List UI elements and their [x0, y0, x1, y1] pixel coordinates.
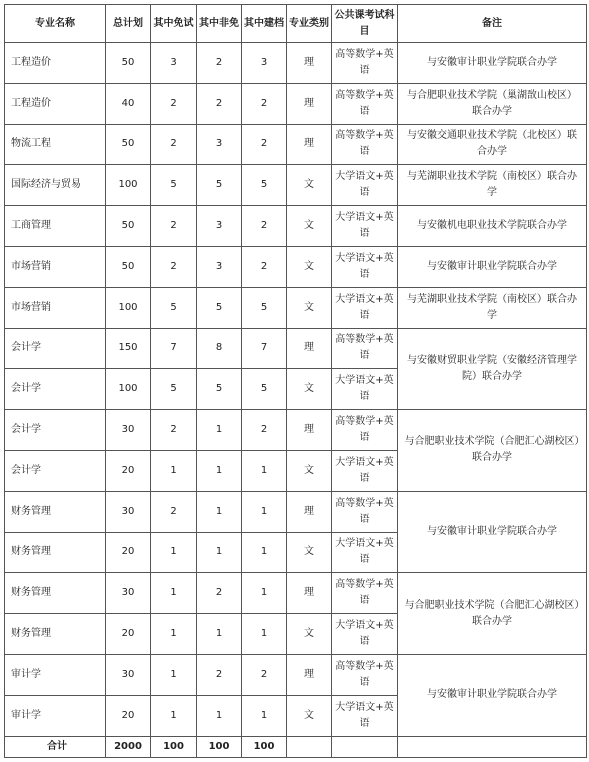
major-cell: 物流工程 — [5, 124, 106, 165]
category-cell: 理 — [287, 491, 332, 532]
total-nonexempt: 100 — [197, 736, 242, 757]
subjects-cell: 大学语文+英语 — [332, 287, 398, 328]
total-plan: 2000 — [106, 736, 151, 757]
note-cell: 与安徽交通职业技术学院（北校区）联合办学 — [398, 124, 587, 165]
total-note-empty — [398, 736, 587, 757]
header-exempt: 其中免试 — [151, 5, 197, 43]
category-cell: 理 — [287, 573, 332, 614]
exempt-cell: 2 — [151, 83, 197, 124]
plan-cell: 20 — [106, 614, 151, 655]
nonexempt-cell: 3 — [197, 246, 242, 287]
note-cell: 与安徽财贸职业学院（安徽经济管理学院）联合办学 — [398, 328, 587, 410]
total-label: 合计 — [5, 736, 106, 757]
plan-cell: 20 — [106, 450, 151, 491]
plan-cell: 30 — [106, 573, 151, 614]
category-cell: 理 — [287, 654, 332, 695]
total-category-empty — [287, 736, 332, 757]
major-cell: 工程造价 — [5, 43, 106, 84]
record-cell: 1 — [242, 695, 287, 736]
exempt-cell: 2 — [151, 410, 197, 451]
total-exempt: 100 — [151, 736, 197, 757]
category-cell: 理 — [287, 124, 332, 165]
record-cell: 1 — [242, 573, 287, 614]
plan-cell: 20 — [106, 532, 151, 573]
subjects-cell: 高等数学+英语 — [332, 124, 398, 165]
note-cell: 与合肥职业技术学院（巢湖敔山校区）联合办学 — [398, 83, 587, 124]
table-row — [5, 573, 587, 614]
exempt-cell: 2 — [151, 206, 197, 247]
exempt-cell: 1 — [151, 532, 197, 573]
table-row — [5, 124, 587, 165]
table-row — [5, 328, 587, 369]
record-cell: 7 — [242, 328, 287, 369]
subjects-cell: 高等数学+英语 — [332, 410, 398, 451]
nonexempt-cell: 8 — [197, 328, 242, 369]
major-cell: 财务管理 — [5, 573, 106, 614]
nonexempt-cell: 1 — [197, 491, 242, 532]
plan-cell: 100 — [106, 165, 151, 206]
major-cell: 工商管理 — [5, 206, 106, 247]
subjects-cell: 大学语文+英语 — [332, 246, 398, 287]
note-cell: 与合肥职业技术学院（合肥汇心湖校区）联合办学 — [398, 573, 587, 655]
category-cell: 理 — [287, 328, 332, 369]
header-note: 备注 — [398, 5, 587, 43]
plan-cell: 20 — [106, 695, 151, 736]
nonexempt-cell: 5 — [197, 369, 242, 410]
note-cell: 与安徽审计职业学院联合办学 — [398, 43, 587, 84]
category-cell: 文 — [287, 246, 332, 287]
exempt-cell: 2 — [151, 246, 197, 287]
record-cell: 1 — [242, 450, 287, 491]
nonexempt-cell: 3 — [197, 206, 242, 247]
total-subjects-empty — [332, 736, 398, 757]
nonexempt-cell: 1 — [197, 695, 242, 736]
note-cell: 与安徽审计职业学院联合办学 — [398, 491, 587, 573]
category-cell: 理 — [287, 83, 332, 124]
nonexempt-cell: 2 — [197, 654, 242, 695]
table-row — [5, 165, 587, 206]
subjects-cell: 大学语文+英语 — [332, 450, 398, 491]
note-cell: 与合肥职业技术学院（合肥汇心湖校区）联合办学 — [398, 410, 587, 492]
record-cell: 2 — [242, 410, 287, 451]
record-cell: 2 — [242, 124, 287, 165]
nonexempt-cell: 3 — [197, 124, 242, 165]
total-row — [5, 736, 587, 757]
major-cell: 审计学 — [5, 654, 106, 695]
record-cell: 1 — [242, 532, 287, 573]
plan-cell: 30 — [106, 410, 151, 451]
table-row — [5, 206, 587, 247]
subjects-cell: 高等数学+英语 — [332, 491, 398, 532]
nonexempt-cell: 1 — [197, 450, 242, 491]
category-cell: 文 — [287, 532, 332, 573]
subjects-cell: 高等数学+英语 — [332, 83, 398, 124]
category-cell: 文 — [287, 369, 332, 410]
major-cell: 财务管理 — [5, 532, 106, 573]
category-cell: 文 — [287, 695, 332, 736]
table-row — [5, 410, 587, 451]
subjects-cell: 高等数学+英语 — [332, 43, 398, 84]
record-cell: 2 — [242, 206, 287, 247]
major-cell: 国际经济与贸易 — [5, 165, 106, 206]
table-row — [5, 43, 587, 84]
nonexempt-cell: 1 — [197, 614, 242, 655]
exempt-cell: 5 — [151, 287, 197, 328]
record-cell: 2 — [242, 83, 287, 124]
category-cell: 文 — [287, 287, 332, 328]
nonexempt-cell: 2 — [197, 83, 242, 124]
exempt-cell: 1 — [151, 654, 197, 695]
subjects-cell: 高等数学+英语 — [332, 328, 398, 369]
exempt-cell: 3 — [151, 43, 197, 84]
plan-cell: 50 — [106, 206, 151, 247]
record-cell: 1 — [242, 614, 287, 655]
exempt-cell: 7 — [151, 328, 197, 369]
header-plan: 总计划 — [106, 5, 151, 43]
header-category: 专业类别 — [287, 5, 332, 43]
exempt-cell: 5 — [151, 165, 197, 206]
record-cell: 1 — [242, 491, 287, 532]
plan-cell: 50 — [106, 43, 151, 84]
note-cell: 与安徽审计职业学院联合办学 — [398, 654, 587, 736]
major-cell: 审计学 — [5, 695, 106, 736]
table-row — [5, 491, 587, 532]
enrollment-plan-table — [4, 4, 587, 758]
subjects-cell: 大学语文+英语 — [332, 206, 398, 247]
major-cell: 会计学 — [5, 369, 106, 410]
exempt-cell: 2 — [151, 124, 197, 165]
exempt-cell: 5 — [151, 369, 197, 410]
record-cell: 5 — [242, 369, 287, 410]
nonexempt-cell: 1 — [197, 410, 242, 451]
exempt-cell: 1 — [151, 573, 197, 614]
category-cell: 理 — [287, 410, 332, 451]
record-cell: 5 — [242, 165, 287, 206]
record-cell: 5 — [242, 287, 287, 328]
subjects-cell: 高等数学+英语 — [332, 654, 398, 695]
major-cell: 工程造价 — [5, 83, 106, 124]
major-cell: 市场营销 — [5, 246, 106, 287]
header-major: 专业名称 — [5, 5, 106, 43]
header-row — [5, 5, 587, 43]
exempt-cell: 1 — [151, 614, 197, 655]
record-cell: 2 — [242, 246, 287, 287]
header-record: 其中建档 — [242, 5, 287, 43]
subjects-cell: 大学语文+英语 — [332, 695, 398, 736]
plan-cell: 100 — [106, 287, 151, 328]
exempt-cell: 1 — [151, 450, 197, 491]
major-cell: 财务管理 — [5, 614, 106, 655]
record-cell: 2 — [242, 654, 287, 695]
table-row — [5, 287, 587, 328]
category-cell: 理 — [287, 43, 332, 84]
subjects-cell: 大学语文+英语 — [332, 369, 398, 410]
plan-cell: 30 — [106, 491, 151, 532]
major-cell: 会计学 — [5, 410, 106, 451]
exempt-cell: 1 — [151, 695, 197, 736]
nonexempt-cell: 1 — [197, 532, 242, 573]
subjects-cell: 高等数学+英语 — [332, 573, 398, 614]
plan-cell: 100 — [106, 369, 151, 410]
plan-cell: 30 — [106, 654, 151, 695]
nonexempt-cell: 2 — [197, 573, 242, 614]
nonexempt-cell: 5 — [197, 287, 242, 328]
total-record: 100 — [242, 736, 287, 757]
record-cell: 3 — [242, 43, 287, 84]
major-cell: 市场营销 — [5, 287, 106, 328]
note-cell: 与安徽机电职业技术学院联合办学 — [398, 206, 587, 247]
note-cell: 与芜湖职业技术学院（南校区）联合办学 — [398, 165, 587, 206]
plan-cell: 50 — [106, 246, 151, 287]
plan-cell: 50 — [106, 124, 151, 165]
major-cell: 会计学 — [5, 450, 106, 491]
major-cell: 财务管理 — [5, 491, 106, 532]
plan-cell: 40 — [106, 83, 151, 124]
plan-cell: 150 — [106, 328, 151, 369]
category-cell: 文 — [287, 450, 332, 491]
subjects-cell: 大学语文+英语 — [332, 165, 398, 206]
category-cell: 文 — [287, 206, 332, 247]
subjects-cell: 大学语文+英语 — [332, 532, 398, 573]
nonexempt-cell: 2 — [197, 43, 242, 84]
category-cell: 文 — [287, 614, 332, 655]
table-row — [5, 83, 587, 124]
exempt-cell: 2 — [151, 491, 197, 532]
table-row — [5, 246, 587, 287]
category-cell: 文 — [287, 165, 332, 206]
table-row — [5, 654, 587, 695]
nonexempt-cell: 5 — [197, 165, 242, 206]
note-cell: 与芜湖职业技术学院（南校区）联合办学 — [398, 287, 587, 328]
header-subjects: 公共课考试科目 — [332, 5, 398, 43]
note-cell: 与安徽审计职业学院联合办学 — [398, 246, 587, 287]
major-cell: 会计学 — [5, 328, 106, 369]
header-nonexempt: 其中非免 — [197, 5, 242, 43]
subjects-cell: 大学语文+英语 — [332, 614, 398, 655]
